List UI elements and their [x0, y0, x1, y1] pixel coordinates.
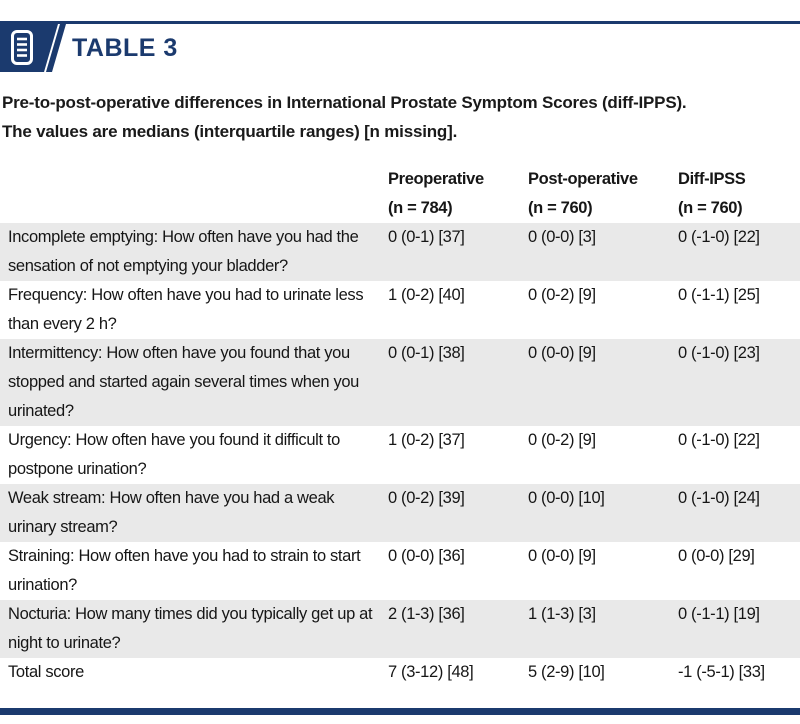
- cell-diff-ipss: 0 (-1-0) [24]: [678, 489, 760, 507]
- cell-postoperative: 0 (0-0) [10]: [528, 489, 605, 507]
- cell-postoperative: 0 (0-0) [3]: [528, 228, 596, 246]
- header-question-column: [0, 165, 380, 223]
- cell-preoperative: 0 (0-1) [37]: [388, 228, 465, 246]
- table-row: [0, 339, 800, 426]
- table-row: [0, 484, 800, 542]
- row-question: Incomplete emptying: How often have you had the sensation of not emptying your bladder?: [8, 228, 359, 275]
- cell-preoperative: 0 (0-2) [39]: [388, 489, 465, 507]
- row-question: Frequency: How often have you had to urinate less than every 2 h?: [8, 286, 364, 333]
- table-caption: [2, 88, 792, 146]
- table-title: TABLE 3: [72, 33, 178, 62]
- row-question: Total score: [8, 663, 84, 681]
- caption-line-1: Pre-to-post-operative differences in International Prostate Symptom Scores (diff-IPPS).: [2, 93, 687, 112]
- header-diff-ipss-n: (n = 760): [678, 199, 743, 217]
- cell-preoperative: 7 (3-12) [48]: [388, 663, 474, 681]
- header-diff-ipss-label: Diff-IPSS: [678, 170, 746, 188]
- cell-diff-ipss: 0 (-1-1) [25]: [678, 286, 760, 304]
- ipss-table: [0, 165, 800, 687]
- row-question: Weak stream: How often have you had a weak urinary stream?: [8, 489, 335, 536]
- cell-diff-ipss: -1 (-5-1) [33]: [678, 663, 765, 681]
- table-row: [0, 223, 800, 281]
- table-row: [0, 281, 800, 339]
- cell-postoperative: 0 (0-0) [9]: [528, 344, 596, 362]
- table-row: [0, 426, 800, 484]
- cell-diff-ipss: 0 (-1-1) [19]: [678, 605, 760, 623]
- cell-preoperative: 0 (0-0) [36]: [388, 547, 465, 565]
- cell-preoperative: 2 (1-3) [36]: [388, 605, 465, 623]
- header-postoperative-n: (n = 760): [528, 199, 593, 217]
- header-preoperative-label: Preoperative: [388, 170, 484, 188]
- table-row: [0, 542, 800, 600]
- row-question: Nocturia: How many times did you typically get up at night to urinate?: [8, 605, 373, 652]
- header-row: [0, 165, 800, 223]
- header-diff-ipss: [670, 165, 800, 223]
- cell-diff-ipss: 0 (-1-0) [22]: [678, 228, 760, 246]
- header-postoperative: [520, 165, 670, 223]
- cell-postoperative: 0 (0-0) [9]: [528, 547, 596, 565]
- cell-preoperative: 0 (0-1) [38]: [388, 344, 465, 362]
- caption-line-2: The values are medians (interquartile ranges) [n missing].: [2, 122, 458, 141]
- bottom-rule: [0, 708, 800, 715]
- row-question: Straining: How often have you had to strain to start urination?: [8, 547, 361, 594]
- cell-diff-ipss: 0 (0-0) [29]: [678, 547, 755, 565]
- cell-postoperative: 1 (1-3) [3]: [528, 605, 596, 623]
- cell-postoperative: 5 (2-9) [10]: [528, 663, 605, 681]
- row-question: Intermittency: How often have you found that you stopped and started again several times when you urinated?: [8, 344, 360, 420]
- table-badge: [0, 24, 66, 72]
- cell-diff-ipss: 0 (-1-0) [23]: [678, 344, 760, 362]
- row-question: Urgency: How often have you found it difficult to postpone urination?: [8, 431, 340, 478]
- table-row: [0, 600, 800, 658]
- header-preoperative: [380, 165, 520, 223]
- cell-preoperative: 1 (0-2) [37]: [388, 431, 465, 449]
- header-postoperative-label: Post-operative: [528, 170, 638, 188]
- table-header-band: [0, 24, 178, 72]
- cell-preoperative: 1 (0-2) [40]: [388, 286, 465, 304]
- cell-diff-ipss: 0 (-1-0) [22]: [678, 431, 760, 449]
- header-preoperative-n: (n = 784): [388, 199, 453, 217]
- cell-postoperative: 0 (0-2) [9]: [528, 286, 596, 304]
- cell-postoperative: 0 (0-2) [9]: [528, 431, 596, 449]
- table-row-total: [0, 658, 800, 687]
